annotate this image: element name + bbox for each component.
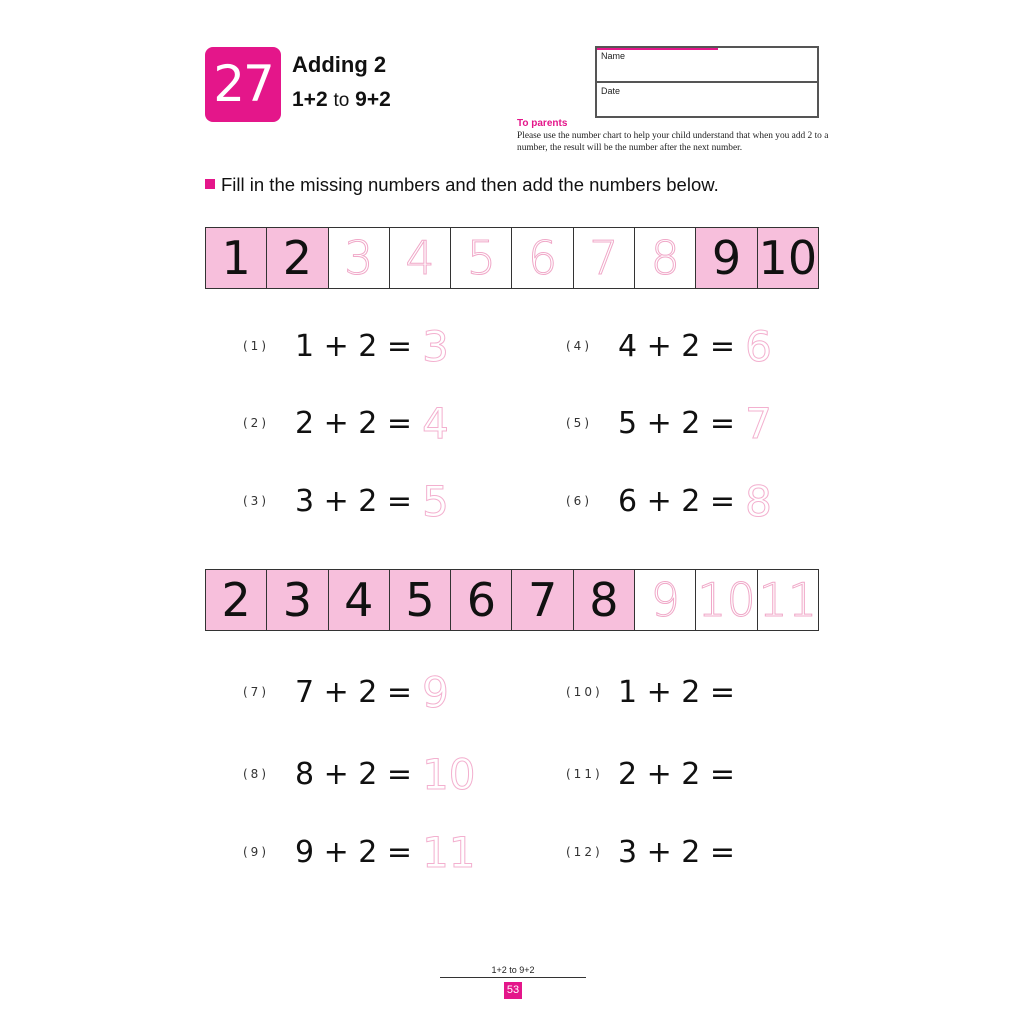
- date-field[interactable]: [597, 83, 817, 118]
- problem-number: (5): [566, 416, 592, 430]
- answer-trace[interactable]: 8: [745, 476, 772, 526]
- instruction-text: Fill in the missing numbers and then add the numbers below.: [221, 174, 719, 195]
- chart2-cell[interactable]: 11: [758, 573, 818, 627]
- problem-number: (7): [243, 685, 269, 699]
- page-title: Adding 2: [292, 52, 387, 77]
- chart1-cell[interactable]: 5: [451, 228, 512, 288]
- problem-expression: 5 + 2 =: [618, 405, 736, 441]
- chart1-cell[interactable]: 3: [329, 228, 390, 288]
- problem-5: [566, 398, 772, 448]
- lesson-number-badge: 27: [205, 47, 281, 122]
- chart2-cell[interactable]: 3: [267, 570, 328, 630]
- problem-1: [243, 321, 449, 371]
- answer-trace[interactable]: 9: [422, 667, 449, 717]
- chart1-cell[interactable]: 9: [696, 228, 757, 288]
- page-subtitle: [292, 88, 391, 112]
- answer-trace[interactable]: 5: [422, 476, 449, 526]
- problem-11: [566, 754, 745, 794]
- chart2-cell[interactable]: 6: [451, 570, 512, 630]
- date-label: Date: [601, 86, 621, 96]
- problem-expression: 9 + 2 =: [295, 834, 413, 870]
- chart1-cell[interactable]: 10: [758, 228, 818, 288]
- accent-line: [597, 48, 718, 50]
- chart1-cell[interactable]: 6: [512, 228, 573, 288]
- problem-expression: 4 + 2 =: [618, 328, 736, 364]
- problem-number: (8): [243, 767, 269, 781]
- chart2-cell[interactable]: 10: [696, 570, 757, 630]
- problem-8: [243, 749, 476, 799]
- subtitle-start: 1+2: [292, 88, 328, 111]
- problem-expression: 2 + 2 =: [295, 405, 413, 441]
- answer-trace[interactable]: 6: [745, 321, 772, 371]
- number-chart-1: [205, 227, 819, 289]
- parents-text: Please use the number chart to help your child understand that when you add 2 to a number, the result will be the number after the next number.: [517, 131, 829, 153]
- chart2-cell[interactable]: 9: [635, 570, 696, 630]
- chart1-cell[interactable]: 1: [206, 228, 267, 288]
- instruction: [205, 174, 719, 196]
- answer-trace[interactable]: 4: [422, 398, 449, 448]
- name-date-box: [595, 46, 819, 118]
- problem-expression: 1 + 2 =: [618, 674, 736, 710]
- answer-trace[interactable]: 7: [745, 398, 772, 448]
- answer-trace[interactable]: 10: [422, 749, 476, 799]
- problem-expression: 3 + 2 =: [618, 834, 736, 870]
- chart1-cell[interactable]: 2: [267, 228, 328, 288]
- problem-4: [566, 321, 772, 371]
- problem-2: [243, 398, 449, 448]
- answer-trace[interactable]: 11: [422, 827, 476, 877]
- chart2-cell[interactable]: 2: [206, 570, 267, 630]
- subtitle-end: 9+2: [355, 88, 391, 111]
- answer-trace[interactable]: 3: [422, 321, 449, 371]
- problem-number: (1): [243, 339, 269, 353]
- chart1-cell[interactable]: 8: [635, 228, 696, 288]
- problem-12: [566, 832, 745, 872]
- parents-title: To parents: [517, 118, 568, 129]
- problem-7: [243, 667, 449, 717]
- problem-number: (9): [243, 845, 269, 859]
- problem-expression: 8 + 2 =: [295, 756, 413, 792]
- chart2-cell[interactable]: 5: [390, 570, 451, 630]
- problem-number: (12): [566, 845, 603, 859]
- bullet-square-icon: [205, 179, 215, 189]
- chart1-cell[interactable]: 7: [574, 228, 635, 288]
- chart2-cell[interactable]: 7: [512, 570, 573, 630]
- problem-6: [566, 476, 772, 526]
- problem-number: (10): [566, 685, 603, 699]
- problem-number: (2): [243, 416, 269, 430]
- footer-divider: [440, 977, 586, 978]
- problem-expression: 1 + 2 =: [295, 328, 413, 364]
- problem-3: [243, 476, 449, 526]
- footer-title: 1+2 to 9+2: [491, 965, 535, 975]
- subtitle-to: to: [333, 90, 350, 111]
- problem-number: (6): [566, 494, 592, 508]
- chart1-cell[interactable]: 4: [390, 228, 451, 288]
- problem-number: (11): [566, 767, 603, 781]
- problem-number: (4): [566, 339, 592, 353]
- problem-expression: 6 + 2 =: [618, 483, 736, 519]
- problem-9: [243, 827, 476, 877]
- name-field[interactable]: [597, 48, 817, 83]
- problem-10: [566, 672, 745, 712]
- problem-expression: 7 + 2 =: [295, 674, 413, 710]
- page-number: 53: [504, 982, 522, 999]
- problem-expression: 2 + 2 =: [618, 756, 736, 792]
- name-label: Name: [601, 51, 626, 61]
- chart2-cell[interactable]: 8: [574, 570, 635, 630]
- problem-expression: 3 + 2 =: [295, 483, 413, 519]
- number-chart-2: [205, 569, 819, 631]
- chart2-cell[interactable]: 4: [329, 570, 390, 630]
- problem-number: (3): [243, 494, 269, 508]
